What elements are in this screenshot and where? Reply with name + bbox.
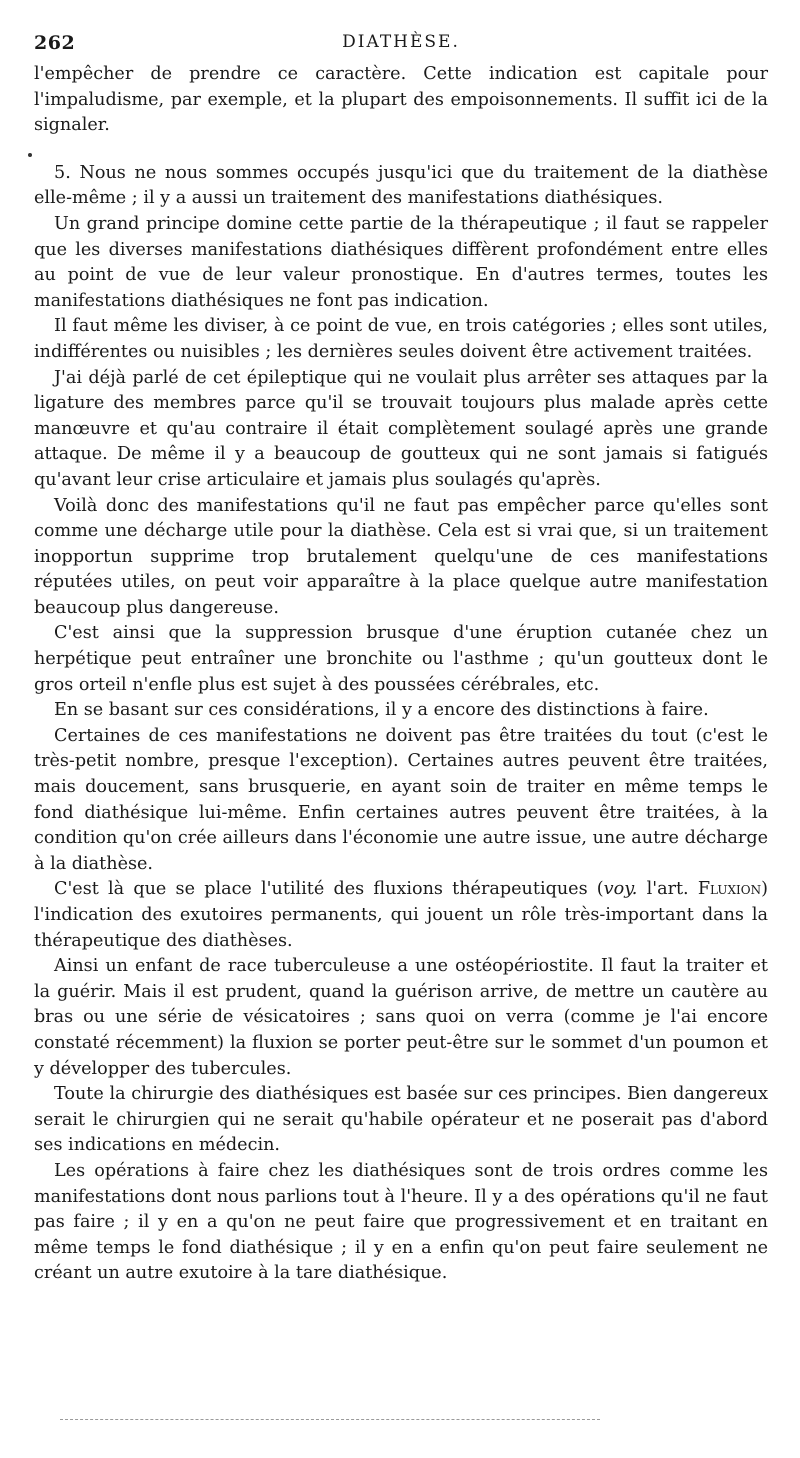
book-page	[34, 32, 768, 1287]
paragraph: Il faut même les diviser, à ce point de vue, en trois catégories ; elles sont utiles, indifférentes ou nuisibles ; les dernières seules doivent être activement traitées.	[34, 316, 768, 362]
paragraph: J'ai déjà parlé de cet épileptique qui ne voulait plus arrêter ses attaques par la ligature des membres parce qu'il se trouvait toujours plus malade après cette manœuvre et qu'au contraire il était complètement soulagé après une grande attaque. De même il y a beaucoup de goutteux qui ne sont jamais si fatigués qu'avant leur crise articulaire et jamais plus soulagés qu'après.	[34, 367, 768, 490]
paragraph: Certaines de ces manifestations ne doivent pas être traitées du tout (c'est le très-petit nombre, presque l'exception). Certaines autres peuvent être traitées, mais doucement, sans brusquerie, en ayant soin de traiter en même temps le fond diathésique lui-même. Enfin certaines autres peuvent être traitées, à la condition qu'on crée ailleurs dans l'économie une autre issue, une autre décharge à la diathèse.	[34, 725, 768, 874]
paragraph: Les opérations à faire chez les diathésiques sont de trois ordres comme les manifestations dont nous parlions tout à l'heure. Il y a des opérations qu'il ne faut pas faire ; il y en a qu'on ne peut faire que progressivement et en traitant en même temps le fond diathésique ; il y en a enfin qu'on peut faire seulement ne créant un autre exutoire à la tare diathésique.	[34, 1160, 768, 1284]
footer-rule	[60, 1419, 600, 1420]
page-number: 262	[34, 32, 76, 54]
text-run: ) l'indication des exutoires permanents, qui jouent un rôle très-important dans la thérapeutique des diathèses.	[34, 879, 768, 951]
running-title: DIATHÈSE.	[342, 32, 460, 52]
paragraph-fluxions	[34, 877, 768, 954]
text-run: C'est là que se place l'utilité des fluxions thérapeutiques (	[54, 879, 604, 900]
paragraph: Voilà donc des manifestations qu'il ne faut pas empêcher parce qu'elles sont comme une décharge utile pour la diathèse. Cela est si vrai que, si un traitement inopportun supprime trop brutalement quelqu'une de ces manifestations réputées utiles, on peut voir apparaître à la place quelque autre manifestation beaucoup plus dangereuse.	[34, 495, 768, 618]
cross-reference-fluxion: Fluxion	[697, 879, 762, 900]
paragraph: Toute la chirurgie des diathésiques est basée sur ces principes. Bien dangereux serait le chirurgien qui ne serait qu'habile opérateur et ne poserait pas d'abord ses indications en médecin.	[34, 1084, 768, 1156]
paragraph: En se basant sur ces considérations, il y a encore des distinctions à faire.	[54, 700, 709, 721]
paragraph-section-5: 5. Nous ne nous sommes occupés jusqu'ici que du traitement de la diathèse elle-même ; il y a aussi un traitement des manifestations diathésiques.	[34, 162, 768, 209]
page-header	[34, 32, 768, 62]
paragraph-continuation: l'empêcher de prendre ce caractère. Cette indication est capitale pour l'impaludisme, par exemple, et la plupart des empoisonnements. Il suffit ici de la signaler.	[34, 64, 768, 136]
paragraph: Un grand principe domine cette partie de la thérapeutique ; il faut se rappeler que les diverses manifestations diathésiques diffèrent profondément entre elles au point de vue de leur valeur pronostique. En d'autres termes, toutes les manifestations diathésiques ne font pas indication.	[34, 213, 768, 311]
paragraph: Ainsi un enfant de race tuberculeuse a une ostéopériostite. Il faut la traiter et la guérir. Mais il est prudent, quand la guérison arrive, de mettre un cautère au bras ou une série de vésicatoires ; sans quoi on verra (comme je l'ai encore constaté récemment) la fluxion se porter peut-être sur le sommet d'un poumon et y développer des tubercules.	[34, 956, 768, 1079]
text-run: l'art.	[637, 879, 698, 900]
margin-mark	[28, 153, 32, 157]
body-text	[34, 62, 768, 1287]
voy-abbreviation: voy.	[603, 879, 638, 900]
paragraph: C'est ainsi que la suppression brusque d'une éruption cutanée chez un herpétique peut entraîner une bronchite ou l'asthme ; qu'un goutteux dont le gros orteil n'enfle plus est sujet à des poussées cérébrales, etc.	[34, 623, 768, 695]
